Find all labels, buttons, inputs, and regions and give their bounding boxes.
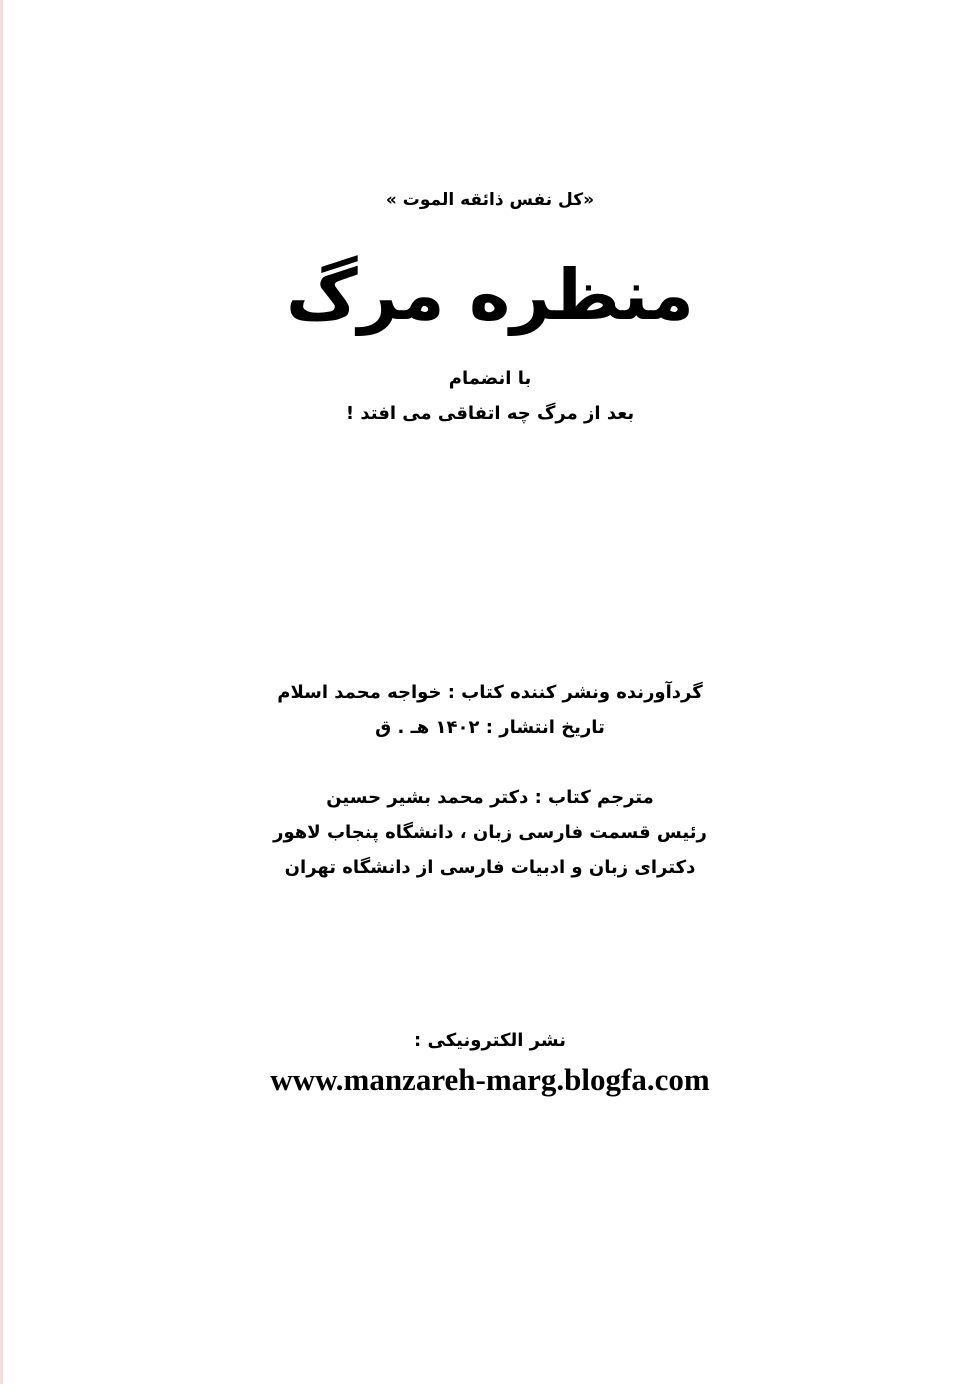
quran-quote: «کل نفس ذائقه الموت » <box>385 190 595 210</box>
translator-credit: مترجم کتاب : دکتر محمد بشیر حسین <box>326 787 654 808</box>
website-url: www.manzareh-marg.blogfa.com <box>270 1062 710 1097</box>
translator-role: رئیس قسمت فارسی زبان ، دانشگاه پنجاب لاهور <box>273 822 707 843</box>
subtitle-after-death: بعد از مرگ چه اتفاقی می افتد ! <box>345 403 635 424</box>
translator-degree: دکترای زبان و ادبیات فارسی از دانشگاه تهران <box>284 857 696 878</box>
subtitle-with: با انضمام <box>448 368 532 389</box>
electronic-publishing-label: نشر الکترونیکی : <box>414 1030 566 1051</box>
compiler-credit: گردآورنده ونشر کننده کتاب : خواجه محمد اسلام <box>277 682 703 703</box>
book-title: منظره مرگ <box>286 254 694 336</box>
publish-date: تاریخ انتشار : ۱۴۰۲ هـ . ق <box>375 717 605 738</box>
